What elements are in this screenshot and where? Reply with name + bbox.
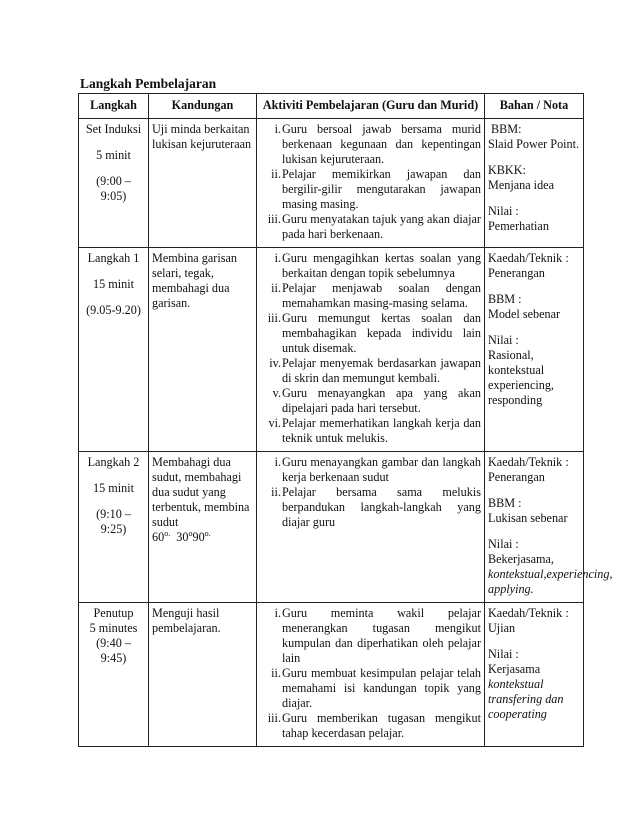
notes-value: Rasional, kontekstual experiencing, responding xyxy=(488,348,554,407)
activity-item xyxy=(260,386,481,416)
notes-label: Nilai : xyxy=(488,647,519,661)
activity-item xyxy=(260,167,481,212)
notes-label: BBM : xyxy=(488,496,522,510)
activity-text: Guru membuat kesimpulan pelajar telah memahami isi kandungan topik yang diajar. xyxy=(282,666,481,710)
notes-label: BBM: xyxy=(491,122,522,136)
step-duration: 5 minit xyxy=(96,148,131,162)
activity-text: Guru meminta wakil pelajar menerangkan tugasan mengikut kumpulan dan diperhatikan oleh pelajar lain xyxy=(282,606,481,665)
notes-cell xyxy=(485,248,584,452)
activity-item xyxy=(260,606,481,666)
notes-value: Menjana idea xyxy=(488,178,554,192)
activity-number: i. xyxy=(274,122,281,136)
step-duration: 5 minutes xyxy=(89,621,138,635)
activity-item xyxy=(260,251,481,281)
activity-item xyxy=(260,311,481,356)
activity-text: Guru bersoal jawab bersama murid berkenaan kegunaan dan kepentingan lukisan kejuruteraan. xyxy=(282,122,481,166)
notes-label: Kaedah/Teknik : xyxy=(488,606,569,620)
activity-item xyxy=(260,455,481,485)
activity-text: Guru menayangkan gambar dan langkah kerja berkenaan sudut xyxy=(282,455,481,484)
notes-cell xyxy=(485,452,613,603)
step-name: Langkah 2 xyxy=(87,455,140,469)
activity-text: Guru memberikan tugasan mengikut tahap kecerdasan pelajar. xyxy=(282,711,481,740)
notes-value: Ujian xyxy=(488,621,516,635)
step-duration: 15 minit xyxy=(93,481,134,495)
table-row xyxy=(79,603,584,747)
header-kandungan: Kandungan xyxy=(149,94,257,119)
header-aktiviti: Aktiviti Pembelajaran (Guru dan Murid) xyxy=(257,94,485,119)
step-cell xyxy=(79,603,149,747)
notes-value: Penerangan xyxy=(488,266,545,280)
table-row xyxy=(79,248,584,452)
activity-number: iii. xyxy=(267,711,281,725)
step-time: (9:40 – 9:45) xyxy=(96,636,131,665)
step-name: Set Induksi xyxy=(85,122,142,136)
notes-value: Bekerjasama, xyxy=(488,552,554,566)
activity-cell xyxy=(257,603,485,747)
activity-number: iii. xyxy=(267,311,281,325)
activity-list xyxy=(260,251,481,446)
page-heading: Langkah Pembelajaran xyxy=(80,76,217,91)
step-cell xyxy=(79,248,149,452)
activity-list xyxy=(260,606,481,741)
header-bahan-nota: Bahan / Nota xyxy=(485,94,584,119)
content-text: Uji minda berkaitan lukisan kejuruteraan xyxy=(152,122,252,151)
activity-number: iv. xyxy=(269,356,281,370)
notes-value: Lukisan sebenar xyxy=(488,511,568,525)
content-cell xyxy=(149,119,257,248)
activity-text: Pelajar menyemak berdasarkan jawapan di skrin dan memungut kembali. xyxy=(282,356,481,385)
notes-label: Kaedah/Teknik : xyxy=(488,251,569,265)
activity-item xyxy=(260,711,481,741)
notes-label: Kaedah/Teknik : xyxy=(488,455,569,469)
notes-value: Pemerhatian xyxy=(488,219,549,233)
activity-item xyxy=(260,485,481,530)
activity-cell xyxy=(257,248,485,452)
content-text: Menguji hasil pembelajaran. xyxy=(152,606,221,635)
activity-text: Guru mengagihkan kertas soalan yang berkaitan dengan topik sebelumnya xyxy=(282,251,481,280)
notes-value: Slaid Power Point. xyxy=(488,137,580,151)
content-text: Membina garisan selari, tegak, membahagi dua garisan. xyxy=(152,251,237,310)
notes-label: BBM : xyxy=(488,292,522,306)
content-cell xyxy=(149,248,257,452)
notes-label: Nilai : xyxy=(488,204,519,218)
notes-cell xyxy=(485,119,584,248)
content-cell xyxy=(149,603,257,747)
table-header-row xyxy=(79,94,584,119)
step-cell xyxy=(79,452,149,603)
activity-number: i. xyxy=(274,251,281,265)
activity-text: Pelajar memikirkan jawapan dan bergilir-gilir mengutarakan jawapan masing masing. xyxy=(282,167,481,211)
activity-item xyxy=(260,356,481,386)
table-row xyxy=(79,119,584,248)
activity-list xyxy=(260,455,481,530)
activity-number: ii. xyxy=(271,485,281,499)
activity-text: Guru menyatakan tajuk yang akan diajar pada hari berkenaan. xyxy=(282,212,481,241)
activity-number: iii. xyxy=(267,212,281,226)
table-row xyxy=(79,452,584,603)
notes-value: Kerjasama xyxy=(488,662,541,676)
activity-number: i. xyxy=(274,455,281,469)
activity-item xyxy=(260,281,481,311)
activity-cell xyxy=(257,119,485,248)
activity-item xyxy=(260,122,481,167)
activity-number: v. xyxy=(272,386,281,400)
notes-label: KBKK: xyxy=(488,163,526,177)
activity-item xyxy=(260,666,481,711)
activity-number: ii. xyxy=(271,666,281,680)
activity-number: vi. xyxy=(268,416,281,430)
content-cell xyxy=(149,452,257,603)
step-time: (9:00 – 9:05) xyxy=(96,174,131,203)
step-name: Penutup xyxy=(93,606,134,620)
step-duration: 15 minit xyxy=(93,277,134,291)
step-time: (9:10 – 9:25) xyxy=(96,507,131,536)
header-langkah: Langkah xyxy=(79,94,149,119)
activity-cell xyxy=(257,452,485,603)
content-text: Membahagi dua sudut, membahagi dua sudut yang terbentuk, membina sudut xyxy=(152,455,250,529)
step-cell xyxy=(79,119,149,248)
activity-text: Guru memungut kertas soalan dan membahagikan kepada individu lain untuk disemak. xyxy=(282,311,481,355)
notes-value: Penerangan xyxy=(488,470,545,484)
notes-value-italic: kontekstual,experiencing, applying. xyxy=(488,567,613,596)
angle-values: $60^{o.}$ $30^o90^{o.}$ xyxy=(152,528,211,544)
notes-label: Nilai : xyxy=(488,333,519,347)
notes-value-italic: kontekstual transfering dan cooperating xyxy=(488,677,564,721)
activity-number: i. xyxy=(274,606,281,620)
activity-text: Pelajar memerhatikan langkah kerja dan teknik untuk melukis. xyxy=(282,416,481,445)
activity-text: Pelajar menjawab soalan dengan memahamkan masing-masing selama. xyxy=(282,281,481,310)
activity-item xyxy=(260,416,481,446)
activity-text: Pelajar bersama sama melukis berpandukan langkah-langkah yang diajar guru xyxy=(282,485,481,529)
activity-text: Guru menayangkan apa yang akan dipelajari pada hari tersebut. xyxy=(282,386,481,415)
activity-number: ii. xyxy=(271,281,281,295)
step-time: (9.05-9.20) xyxy=(86,303,141,317)
notes-value: Model sebenar xyxy=(488,307,561,321)
activity-number: ii. xyxy=(271,167,281,181)
notes-label: Nilai : xyxy=(488,537,519,551)
lesson-plan-table xyxy=(78,93,613,747)
activity-list xyxy=(260,122,481,242)
step-name: Langkah 1 xyxy=(87,251,140,265)
activity-item xyxy=(260,212,481,242)
notes-cell xyxy=(485,603,584,747)
